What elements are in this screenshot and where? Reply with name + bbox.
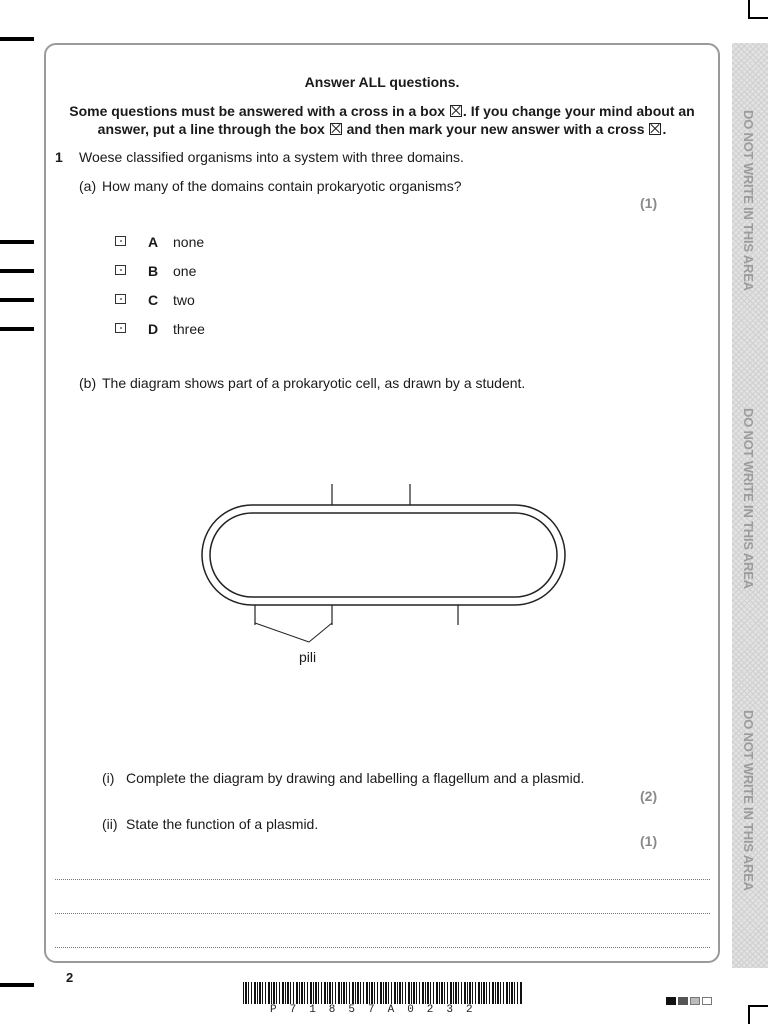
answer-line[interactable] xyxy=(55,879,710,880)
option-b-checkbox[interactable] xyxy=(115,265,126,275)
footer-square xyxy=(690,997,700,1005)
sub-i-marks: (2) xyxy=(640,788,658,804)
option-d-checkbox[interactable] xyxy=(115,323,126,333)
option-b-letter: B xyxy=(148,263,159,279)
answer-line[interactable] xyxy=(55,947,710,948)
barcode-icon xyxy=(243,982,523,1004)
part-a-text: How many of the domains contain prokaryotic organisms? xyxy=(102,178,462,194)
prokaryotic-cell-diagram xyxy=(195,478,575,658)
margin-mark xyxy=(0,298,34,302)
part-b-text: The diagram shows part of a prokaryotic cell, as drawn by a student. xyxy=(102,375,526,391)
barcode-number: P71857A0232 xyxy=(270,1004,486,1016)
cross-box-icon xyxy=(330,123,342,135)
cell-membrane-inner xyxy=(210,513,557,597)
margin-mark xyxy=(0,269,34,273)
sub-ii-text: State the function of a plasmid. xyxy=(126,816,319,832)
cross-box-icon xyxy=(649,123,661,135)
crop-mark-bottom-right xyxy=(748,1006,750,1024)
margin-mark xyxy=(0,983,34,987)
footer-square xyxy=(702,997,712,1005)
part-a-marks: (1) xyxy=(640,195,658,211)
question-stem: Woese classified organisms into a system with three domains. xyxy=(79,149,464,165)
option-b-text: one xyxy=(173,263,197,279)
crop-mark-bottom-right-h xyxy=(748,1005,768,1007)
cell-wall-outer xyxy=(202,505,565,605)
sub-ii-marks: (1) xyxy=(640,833,658,849)
margin-mark xyxy=(0,327,34,331)
part-a-label: (a) xyxy=(79,178,97,194)
sub-ii-label: (ii) xyxy=(102,816,118,832)
question-number: 1 xyxy=(55,149,63,165)
option-d-letter: D xyxy=(148,321,159,337)
page-number: 2 xyxy=(66,970,74,985)
instructions: Some questions must be answered with a cross in a box . If you change your mind about an answer, put a line through the box and then mark your new answer with a cross . xyxy=(69,103,695,137)
answer-line[interactable] xyxy=(55,913,710,914)
crop-mark-top-right xyxy=(748,0,750,18)
margin-mark xyxy=(0,37,34,41)
option-d-text: three xyxy=(173,321,205,337)
part-b-label: (b) xyxy=(79,375,97,391)
page-heading: Answer ALL questions. xyxy=(304,74,460,90)
sub-i-text: Complete the diagram by drawing and labelling a flagellum and a plasmid. xyxy=(126,770,585,786)
pili-label-line xyxy=(309,623,332,642)
margin-mark xyxy=(0,240,34,244)
option-a-text: none xyxy=(173,234,205,250)
pili-label: pili xyxy=(299,649,317,665)
option-c-checkbox[interactable] xyxy=(115,294,126,304)
cross-box-icon xyxy=(450,105,462,117)
option-a-letter: A xyxy=(148,234,159,250)
crop-mark-top-right-h xyxy=(748,17,768,19)
pili-label-line xyxy=(255,623,309,642)
footer-square xyxy=(666,997,676,1005)
option-c-letter: C xyxy=(148,292,159,308)
option-c-text: two xyxy=(173,292,195,308)
footer-square xyxy=(678,997,688,1005)
sub-i-label: (i) xyxy=(102,770,115,786)
option-a-checkbox[interactable] xyxy=(115,236,126,246)
